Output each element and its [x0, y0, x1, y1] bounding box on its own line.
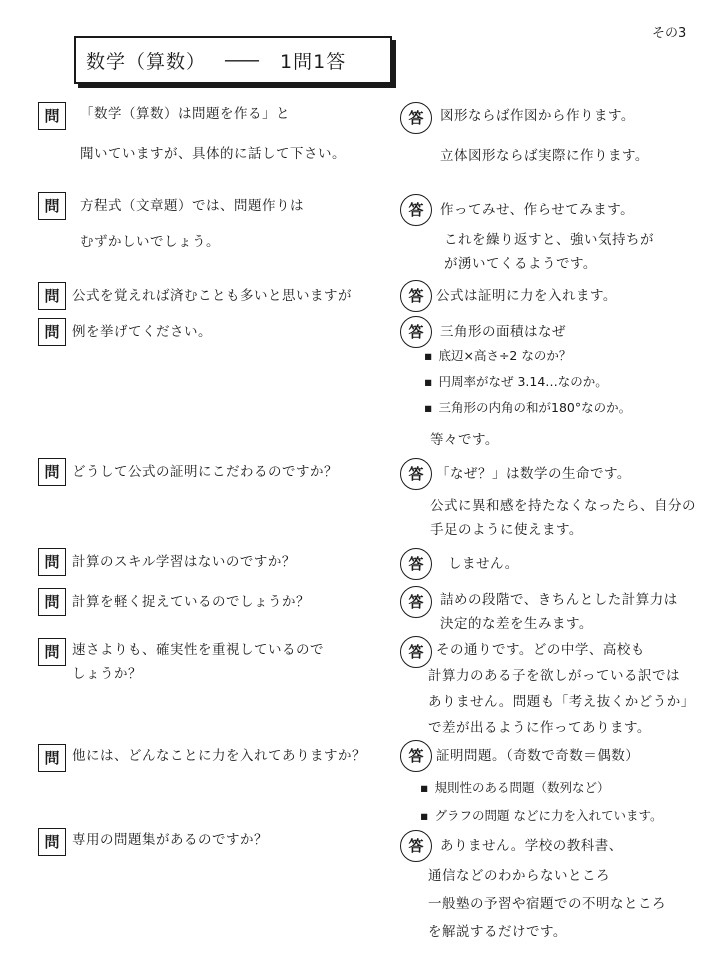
question-8-line-2: しょうか？ [72, 666, 142, 682]
question-8-line-1: 速さよりも、確実性を重視しているので [72, 642, 324, 658]
question-mark-icon: 問 [38, 588, 66, 616]
answer-7-line-2: 決定的な差を生みます。 [440, 616, 593, 632]
title-left: 数学（算数） [86, 50, 207, 73]
question-1-line-1: 「数学（算数）は問題を作る」と [80, 106, 290, 122]
answer-mark-icon: 答 [400, 316, 432, 348]
answer-10-line-3: 一般塾の予習や宿題での不明なところ [428, 896, 666, 912]
title-right: 1問1答 [280, 50, 347, 73]
answer-2-line-2: これを繰り返すと、強い気持ちが [444, 232, 654, 248]
answer-9-line-1: 証明問題。（奇数で奇数＝偶数） [436, 748, 640, 764]
answer-4-line-1: 三角形の面積はなぜ [440, 324, 566, 340]
answer-4-closing: 等々です。 [430, 432, 499, 448]
question-3-line-1: 公式を覚えれば済むことも多いと思いますが [72, 288, 352, 304]
question-mark-icon: 問 [38, 282, 66, 310]
answer-9-bullet-1: ▪ 規則性のある問題（数列など） [420, 774, 610, 802]
answer-8-line-1: その通りです。どの中学、高校も [436, 642, 645, 658]
answer-1-line-1: 図形ならば作図から作ります。 [440, 108, 635, 124]
answer-8-line-2: 計算力のある子を欲しがっている訳では [428, 668, 680, 684]
question-mark-icon: 問 [38, 828, 66, 856]
page-title [74, 36, 392, 84]
question-mark-icon: 問 [38, 458, 66, 486]
answer-mark-icon: 答 [400, 194, 432, 226]
answer-4-bullet-3: ▪ 三角形の内角の和が180°なのか。 [424, 394, 631, 422]
question-2-line-1: 方程式（文章題）では、問題作りは [80, 198, 304, 214]
answer-mark-icon: 答 [400, 586, 432, 618]
answer-7-line-1: 詰めの段階で、きちんとした計算力は [440, 592, 678, 608]
question-mark-icon: 問 [38, 638, 66, 666]
answer-5-line-2: 公式に異和感を持たなくなったら、自分の [430, 498, 696, 514]
answer-5-line-3: 手足のように使えます。 [430, 522, 583, 538]
title-dash: —— [224, 49, 259, 71]
question-10-line-1: 専用の問題集があるのですか？ [72, 832, 268, 848]
question-mark-icon: 問 [38, 548, 66, 576]
answer-mark-icon: 答 [400, 280, 432, 312]
question-7-line-1: 計算を軽く捉えているのでしょうか？ [72, 594, 310, 610]
answer-9-bullet-2: ▪ グラフの問題 などに力を入れています。 [420, 802, 662, 830]
question-mark-icon: 問 [38, 102, 66, 130]
answer-2-line-3: が湧いてくるようです。 [444, 256, 597, 272]
answer-mark-icon: 答 [400, 102, 432, 134]
answer-5-line-1: 「なぜ？」は数学の生命です。 [436, 466, 631, 482]
answer-8-line-4: で差が出るように作ってあります。 [428, 720, 651, 736]
question-2-line-2: むずかしいでしょう。 [80, 234, 220, 250]
answer-mark-icon: 答 [400, 636, 432, 668]
question-mark-icon: 問 [38, 318, 66, 346]
question-1-line-2: 聞いていますが、具体的に話して下さい。 [80, 146, 346, 162]
answer-10-line-1: ありません。学校の教科書、 [440, 838, 623, 854]
question-mark-icon: 問 [38, 744, 66, 772]
answer-10-line-2: 通信などのわからないところ [428, 868, 610, 884]
answer-mark-icon: 答 [400, 830, 432, 862]
answer-6-line-1: しません。 [448, 556, 519, 572]
question-5-line-1: どうして公式の証明にこだわるのですか？ [72, 464, 338, 480]
answer-8-line-3: ありません。問題も「考え抜くかどうか」 [428, 694, 695, 710]
answer-mark-icon: 答 [400, 740, 432, 772]
question-mark-icon: 問 [38, 192, 66, 220]
page-number: その3 [652, 26, 687, 41]
answer-1-line-2: 立体図形ならば実際に作ります。 [440, 148, 649, 164]
answer-3-line-1: 公式は証明に力を入れます。 [436, 288, 617, 304]
question-4-line-1: 例を挙げてください。 [72, 324, 212, 340]
answer-4-bullet-2: ▪ 円周率がなぜ 3.14…なのか。 [424, 368, 608, 396]
answer-10-line-4: を解説するだけです。 [428, 924, 567, 940]
question-6-line-1: 計算のスキル学習はないのですか？ [72, 554, 296, 570]
answer-mark-icon: 答 [400, 548, 432, 580]
question-9-line-1: 他には、どんなことに力を入れてありますか？ [72, 748, 366, 764]
answer-4-bullet-1: ▪ 底辺×高さ÷2 なのか？ [424, 342, 571, 370]
answer-2-line-1: 作ってみせ、作らせてみます。 [440, 202, 635, 218]
answer-mark-icon: 答 [400, 458, 432, 490]
